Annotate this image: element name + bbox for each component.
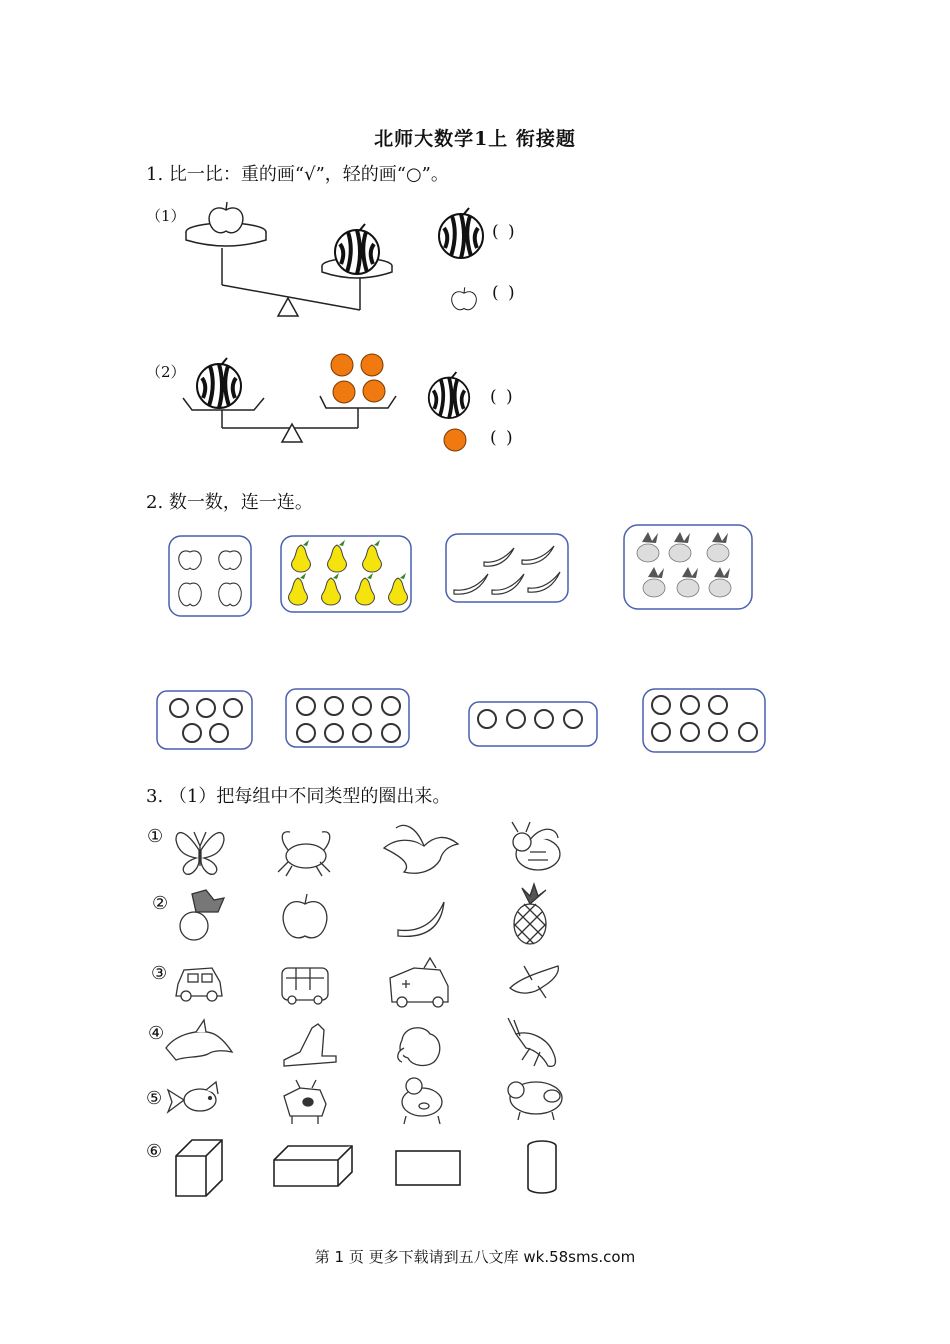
question-3-text: 3. （1）把每组中不同类型的圈出来。	[146, 786, 451, 807]
ambulance-icon	[390, 958, 448, 1007]
row-mark-5: ⑤	[146, 1088, 163, 1109]
butterfly-icon	[176, 832, 224, 874]
row-mark-2: ②	[152, 893, 169, 914]
cylinder-icon	[528, 1141, 556, 1193]
pineapple-icon	[514, 884, 546, 944]
question-2-text: 2. 数一数，连一连。	[146, 492, 313, 513]
dolphin-icon	[166, 1020, 232, 1060]
sheep-icon	[508, 1082, 562, 1120]
sub-question-2-label: （2）	[146, 363, 186, 381]
question-1-text: 1. 比一比：重的画“√”，轻的画“○”。	[146, 164, 449, 185]
car-icon	[176, 968, 222, 1001]
bus-icon	[282, 968, 328, 1004]
apple-icon	[283, 894, 327, 938]
row-mark-3: ③	[151, 963, 168, 984]
answer-blank[interactable]: ( )	[492, 222, 517, 242]
shrimp-icon	[508, 1018, 555, 1066]
answer-blank[interactable]: ( )	[490, 387, 515, 407]
answer-blank[interactable]: ( )	[492, 283, 517, 303]
radish-icon	[180, 890, 224, 940]
banana-icon	[398, 902, 444, 936]
row-mark-1: ①	[147, 826, 164, 847]
elephant-icon	[398, 1028, 440, 1066]
goldfish-icon	[168, 1082, 218, 1112]
pig-icon	[402, 1078, 442, 1124]
row-mark-4: ④	[148, 1023, 165, 1044]
answer-blank[interactable]: ( )	[490, 428, 515, 448]
crocodile-icon	[284, 1024, 336, 1066]
cow-icon	[284, 1080, 326, 1124]
bee-icon	[512, 822, 560, 870]
row-mark-6: ⑥	[146, 1141, 163, 1162]
cuboid-icon	[274, 1146, 352, 1186]
cube-icon	[176, 1140, 222, 1196]
footer: 第 1 页 更多下载请到五八文库 wk.58sms.com	[314, 1248, 636, 1266]
crab-icon	[278, 832, 330, 876]
page-title: 北师大数学1上 衔接题	[374, 128, 576, 150]
airplane-icon	[510, 966, 558, 998]
rectangle-icon	[396, 1151, 460, 1185]
sub-question-1-label: （1）	[146, 207, 186, 225]
bird-icon	[384, 825, 458, 873]
